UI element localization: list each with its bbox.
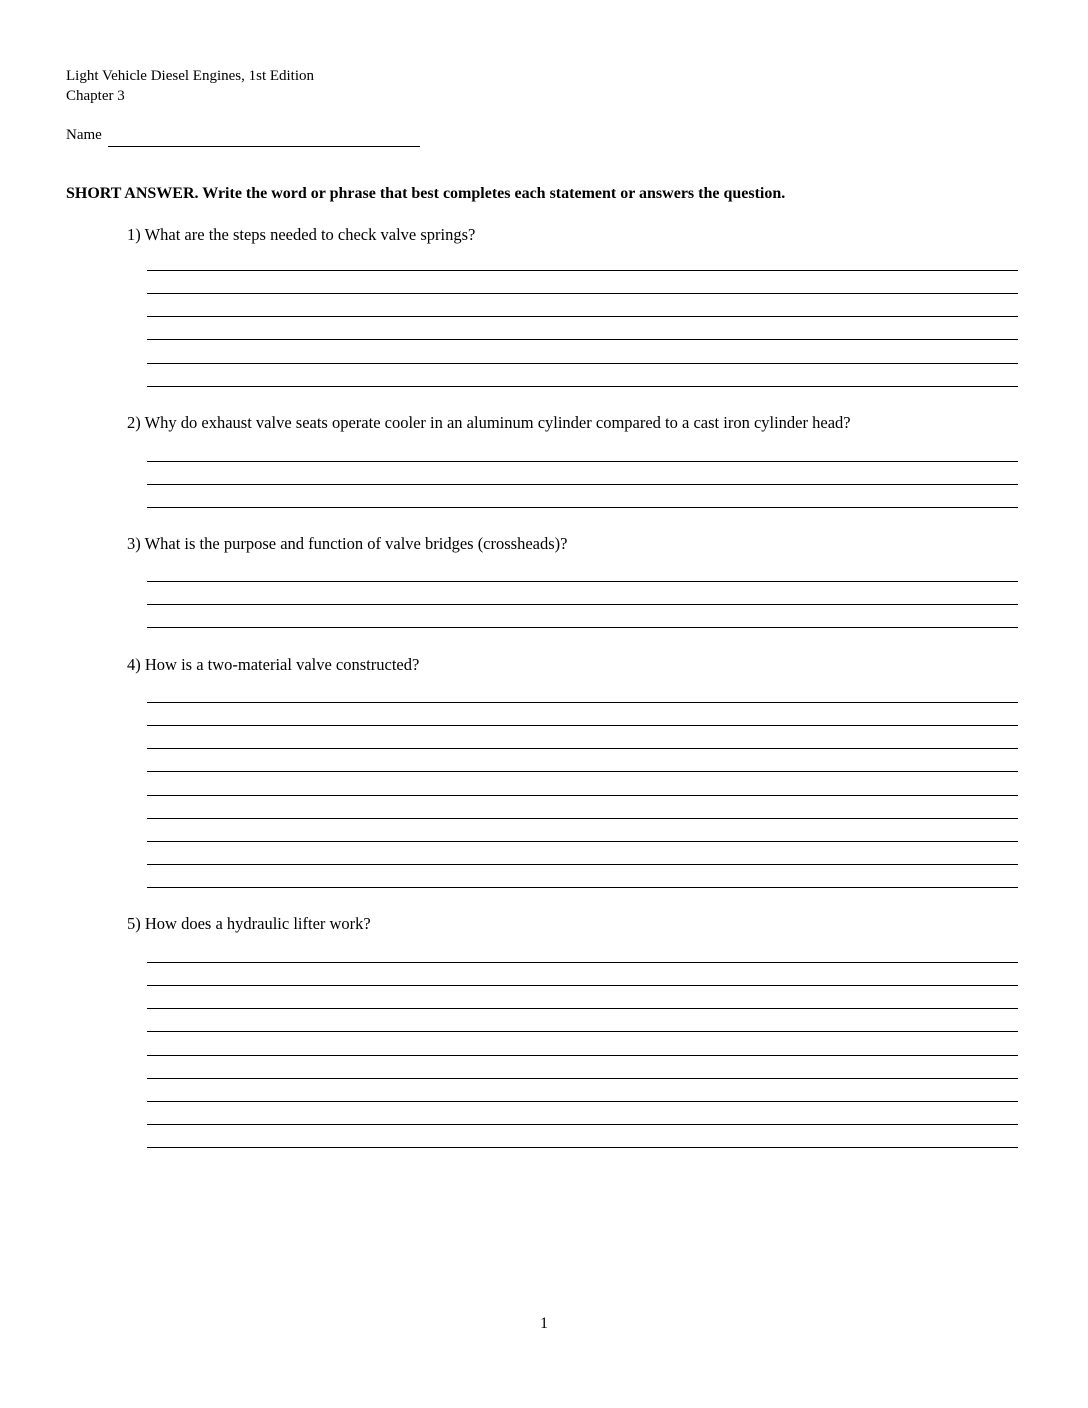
answer-line[interactable] [147,841,1018,842]
answer-line[interactable] [147,1008,1018,1009]
section-heading: SHORT ANSWER. Write the word or phrase that best completes each statement or answers the question. [66,185,786,202]
question-2-text: 2) Why do exhaust valve seats operate cooler in an aluminum cylinder compared to a cast iron cylinder head? [127,413,851,432]
question-5-text: 5) How does a hydraulic lifter work? [127,914,371,933]
answer-line[interactable] [147,771,1018,772]
answer-line[interactable] [147,293,1018,294]
answer-line[interactable] [147,461,1018,462]
answer-line[interactable] [147,818,1018,819]
answer-line[interactable] [147,985,1018,986]
name-field-line[interactable] [108,146,420,147]
answer-line[interactable] [147,864,1018,865]
answer-line[interactable] [147,581,1018,582]
answer-line[interactable] [147,748,1018,749]
answer-line[interactable] [147,1031,1018,1032]
answer-line[interactable] [147,1124,1018,1125]
answer-line[interactable] [147,1078,1018,1079]
answer-line[interactable] [147,604,1018,605]
answer-line[interactable] [147,507,1018,508]
chapter-label: Chapter 3 [66,88,125,104]
answer-line[interactable] [147,270,1018,271]
answer-line[interactable] [147,363,1018,364]
page-number: 1 [540,1315,548,1332]
answer-line[interactable] [147,962,1018,963]
answer-line[interactable] [147,725,1018,726]
question-4-text: 4) How is a two-material valve constructed? [127,655,420,674]
answer-line[interactable] [147,316,1018,317]
answer-line[interactable] [147,795,1018,796]
answer-line[interactable] [147,887,1018,888]
answer-line[interactable] [147,702,1018,703]
name-label: Name [66,127,102,143]
answer-line[interactable] [147,386,1018,387]
answer-line[interactable] [147,339,1018,340]
question-3-text: 3) What is the purpose and function of valve bridges (crossheads)? [127,534,568,553]
answer-line[interactable] [147,627,1018,628]
answer-line[interactable] [147,1147,1018,1148]
answer-line[interactable] [147,1101,1018,1102]
question-1-text: 1) What are the steps needed to check valve springs? [127,225,476,244]
book-title: Light Vehicle Diesel Engines, 1st Edition [66,68,315,84]
answer-line[interactable] [147,484,1018,485]
answer-line[interactable] [147,1055,1018,1056]
